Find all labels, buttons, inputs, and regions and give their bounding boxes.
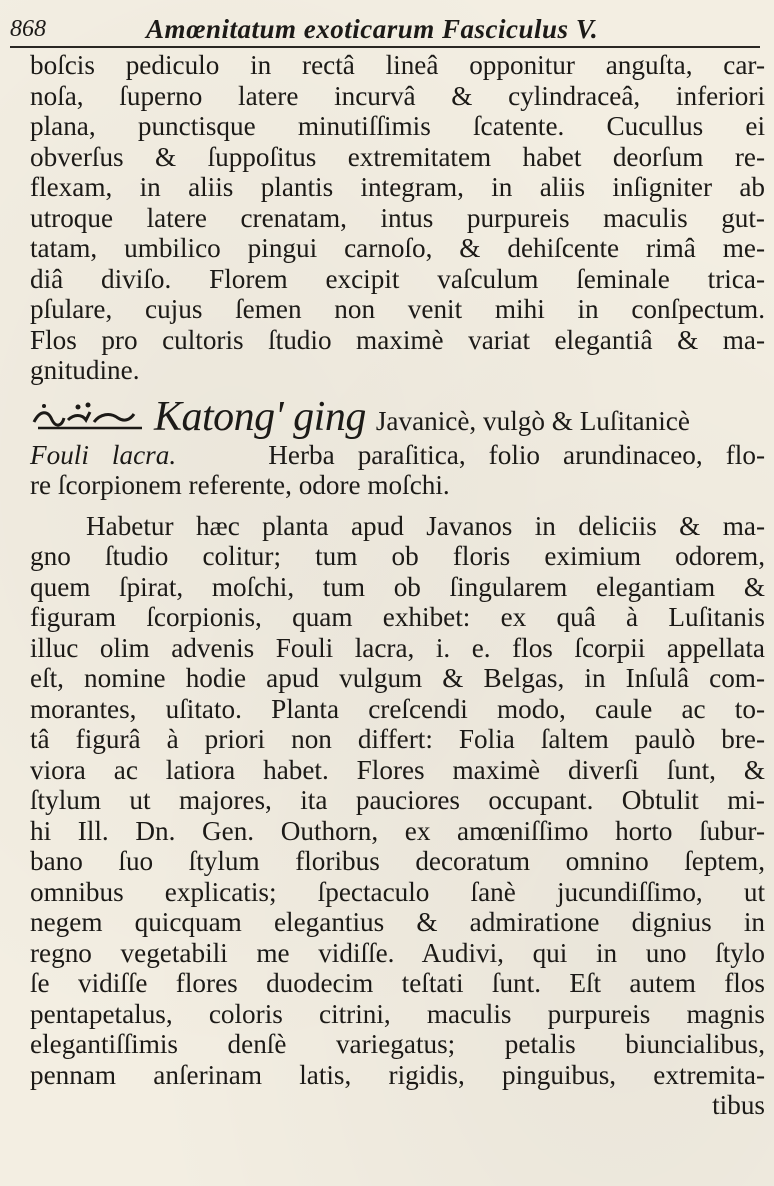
italic-name: Fouli lacra. [30, 439, 177, 470]
text-line: bano ſuo ſtylum floribus decoratum omnino ſeptem, [30, 846, 765, 876]
text-line: gnitudine. [30, 355, 140, 385]
text-line: plana, punctisque minutiſſimis ſcatente. Cucullus ei [30, 111, 765, 141]
text-line: diâ diviſo. Florem excipit vaſculum ſeminale trica- [30, 263, 765, 294]
paragraph-description [30, 511, 765, 1121]
text-line: regno vegetabili me vidiſſe. Audivi, qui in uno ſtylo [30, 937, 765, 968]
page-header [10, 12, 760, 48]
text-line: pennam anſerinam latis, rigidis, pinguibus, extremita- [30, 1059, 765, 1090]
javanese-script-icon [30, 400, 150, 434]
text-line: Habetur hæc planta apud Javanos in deliciis & ma- [86, 510, 765, 541]
running-title: Amœnitatum exoticarum Fasciculus V. [146, 14, 599, 44]
entry-heading [30, 393, 765, 440]
plant-entry [30, 393, 765, 501]
spacer [30, 501, 765, 511]
paragraph-continued [30, 50, 765, 386]
text-line: boſcis pediculo in rectâ lineâ opponitur anguſta, car- [30, 50, 765, 80]
text-line: illuc olim advenis Fouli lacra, i. e. flos ſcorpii appellata [30, 632, 765, 663]
spacer [30, 386, 765, 396]
text-line: tatam, umbilico pingui carnoſo, & dehiſcente rimâ me- [30, 233, 765, 263]
text-line: ſtylum ut majores, ita pauciores occupant. Obtulit mi- [30, 785, 765, 815]
text-line: pentapetalus, coloris citrini, maculis purpureis magnis [30, 998, 765, 1029]
text-line: quem ſpirat, moſchi, tum ob ſingularem elegantiam & [30, 571, 765, 602]
text-line: elegantiſſimis denſè variegatus; petalis biuncialibus, [30, 1029, 765, 1059]
text-line: noſa, ſuperno latere incurvâ & cylindraceâ, inferiori [30, 80, 765, 111]
text-line: hi Ill. Dn. Gen. Outhorn, ex amœniſſimo horto ſubur- [30, 815, 765, 846]
page-number: 868 [10, 16, 46, 42]
entry-heading-rest: Javanicè, vulgò & Luſitanicè [375, 405, 690, 436]
text-line: morantes, uſitato. Planta creſcendi modo, caule ac to- [30, 693, 765, 724]
text-line: negem quicquam elegantius & admiratione dignius in [30, 907, 765, 937]
catchword: tibus [712, 1090, 765, 1120]
text-line: pſulare, cujus ſemen non venit mihi in conſpectum. [30, 294, 765, 324]
text-line [30, 440, 765, 471]
text-line: Flos pro cultoris ſtudio maximè variat elegantiâ & ma- [30, 324, 765, 355]
text-span: Herba paraſitica, folio arundinaceo, flo- [268, 439, 765, 470]
text-line: re ſcorpionem referente, odore moſchi. [30, 470, 450, 500]
text-line: ſe vidiſſe flores duodecim teſtati ſunt. Eſt autem flos [30, 968, 765, 998]
text-line: eſt, nomine hodie apud vulgum & Belgas, in Inſulâ com- [30, 663, 765, 693]
text-line: figuram ſcorpionis, quam exhibet: ex quâ à Luſitanis [30, 602, 765, 632]
text-line: obverſus & ſuppoſitus extremitatem habet deorſum re- [30, 141, 765, 172]
text-line: omnibus explicatis; ſpectaculo ſanè jucundiſſimo, ut [30, 876, 765, 907]
text-line: flexam, in aliis plantis integram, in aliis inſigniter ab [30, 172, 765, 202]
text-line: viora ac latiora habet. Flores maximè diverſi ſunt, & [30, 754, 765, 785]
text-line: utroque latere crenatam, intus purpureis maculis gut- [30, 202, 765, 233]
text-line: tâ figurâ à priori non differt: Folia ſaltem paulò bre- [30, 724, 765, 754]
text-line: gno ſtudio colitur; tum ob floris eximium odorem, [30, 541, 765, 571]
entry-title: Katong' ging [154, 393, 366, 440]
main-text [30, 50, 765, 1121]
